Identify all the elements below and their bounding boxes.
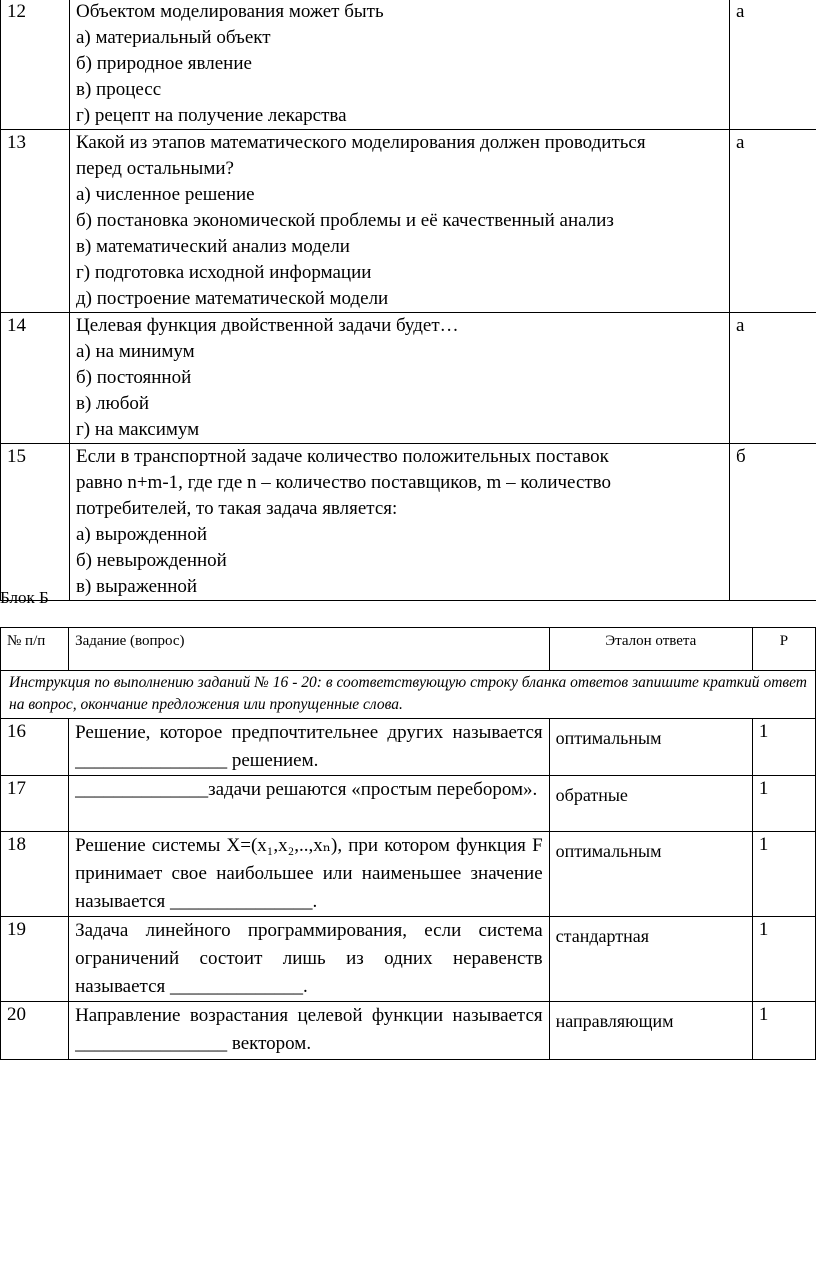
table-row xyxy=(1,130,816,313)
question-number: 18 xyxy=(1,832,69,917)
question-number: 15 xyxy=(1,444,70,601)
question-text: Если в транспортной задаче количество положительных поставок xyxy=(76,446,609,467)
question-line: б) постановка экономической проблемы и её качественный анализ xyxy=(76,210,614,231)
answer-key: оптимальным xyxy=(549,832,752,917)
question-line: г) подготовка исходной информации xyxy=(76,262,372,283)
question-text: Решение, которое предпочтительнее других называется ________________ решением. xyxy=(69,719,550,776)
question-line: а) материальный объект xyxy=(76,27,271,48)
answer-key: обратные xyxy=(549,776,752,832)
instruction-text: Инструкция по выполнению заданий № 16 - 20: в соответствующую строку бланка ответов запишите краткий ответ на вопрос, окончание предложения или пропущенные слова. xyxy=(1,671,816,719)
answer-key: стандартная xyxy=(549,917,752,1002)
question-line: в) выраженной xyxy=(76,576,198,597)
answer-key: б xyxy=(730,444,816,601)
answer-key: а xyxy=(730,130,816,313)
table-row xyxy=(1,832,816,917)
question-number: 20 xyxy=(1,1002,69,1060)
question-text: Какой из этапов математического моделирования должен проводиться xyxy=(76,132,646,153)
question-line: б) постоянной xyxy=(76,367,192,388)
question-line: а) на минимум xyxy=(76,341,195,362)
table-row xyxy=(1,313,816,444)
question-number: 12 xyxy=(1,0,70,130)
table-row xyxy=(1,719,816,776)
question-text: Объектом моделирования может быть xyxy=(76,1,384,22)
question-line: а) вырожденной xyxy=(76,524,208,545)
header-answer: Эталон ответа xyxy=(549,628,752,671)
question-line: перед остальными? xyxy=(76,158,234,179)
points: 1 xyxy=(752,1002,815,1060)
question-line: д) построение математической модели xyxy=(76,288,389,309)
table-row xyxy=(1,917,816,1002)
question-number: 19 xyxy=(1,917,69,1002)
question-number: 17 xyxy=(1,776,69,832)
table-row xyxy=(1,776,816,832)
instruction-row xyxy=(1,671,816,719)
question-line: б) невырожденной xyxy=(76,550,227,571)
question-line: в) любой xyxy=(76,393,150,414)
question-line: в) процесс xyxy=(76,79,162,100)
answer-key: а xyxy=(730,0,816,130)
points: 1 xyxy=(752,776,815,832)
question-number: 16 xyxy=(1,719,69,776)
question-line: г) рецепт на получение лекарства xyxy=(76,105,347,126)
question-line: г) на максимум xyxy=(76,419,200,440)
header-num: № п/п xyxy=(1,628,69,671)
answer-key: направляющим xyxy=(549,1002,752,1060)
answer-key: оптимальным xyxy=(549,719,752,776)
question-number: 13 xyxy=(1,130,70,313)
points: 1 xyxy=(752,719,815,776)
question-line: потребителей, то такая задача является: xyxy=(76,498,398,519)
test-table-block-b xyxy=(0,627,816,1060)
table-row xyxy=(1,1002,816,1060)
question-cell xyxy=(70,130,730,313)
test-table-block-a xyxy=(0,0,816,601)
question-text: Решение системы X=(x₁,x₂,..,xₙ), при котором функция F принимает свое наибольшее или наименьшее значение называется _______________. xyxy=(69,832,550,917)
question-line: б) природное явление xyxy=(76,53,252,74)
question-cell xyxy=(70,0,730,130)
question-line: равно n+m-1, где где n – количество поставщиков, m – количество xyxy=(76,472,612,493)
question-text: Целевая функция двойственной задачи будет… xyxy=(76,315,459,336)
question-text: Задача линейного программирования, если система ограничений состоит лишь из одних неравенств называется ______________. xyxy=(69,917,550,1002)
question-cell xyxy=(70,313,730,444)
question-line: а) численное решение xyxy=(76,184,255,205)
table-row xyxy=(1,0,816,130)
header-points: Р xyxy=(752,628,815,671)
table-header-row xyxy=(1,628,816,671)
question-text: ______________задачи решаются «простым перебором». xyxy=(69,776,550,832)
points: 1 xyxy=(752,917,815,1002)
question-text: Направление возрастания целевой функции называется ________________ вектором. xyxy=(69,1002,550,1060)
question-cell xyxy=(70,444,730,601)
table-row xyxy=(1,444,816,601)
points: 1 xyxy=(752,832,815,917)
answer-key: а xyxy=(730,313,816,444)
block-b-title: Блок Б xyxy=(0,588,49,607)
question-number: 14 xyxy=(1,313,70,444)
header-task: Задание (вопрос) xyxy=(69,628,550,671)
question-line: в) математический анализ модели xyxy=(76,236,350,257)
